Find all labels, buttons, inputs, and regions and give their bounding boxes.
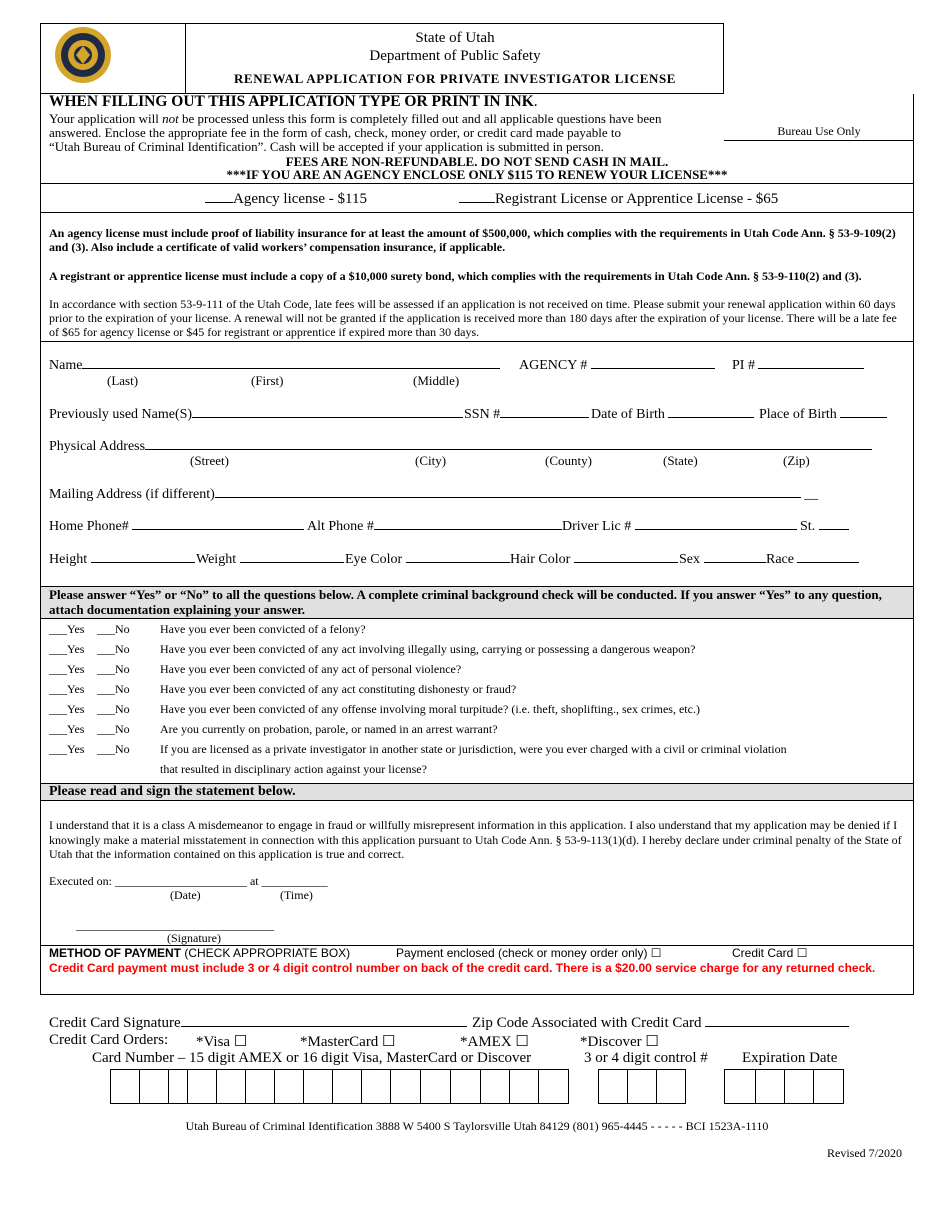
question-5: Have you ever been convicted of any offense involving moral turpitude? (i.e. theft, shoplifting., sex crimes, etc.) bbox=[160, 702, 700, 716]
label-signature: (Signature) bbox=[167, 931, 221, 945]
expiration-date-label: Expiration Date bbox=[742, 1050, 838, 1066]
fees-notice: FEES ARE NON-REFUNDABLE. DO NOT SEND CASH IN MAIL. bbox=[285, 154, 669, 169]
card-digit-box[interactable] bbox=[245, 1069, 275, 1104]
ssn-field[interactable]: SSN # bbox=[464, 404, 589, 423]
license-state-field[interactable]: St. bbox=[800, 516, 849, 535]
card-digit-box[interactable] bbox=[187, 1069, 217, 1104]
discover-checkbox[interactable]: *Discover ☐ bbox=[580, 1034, 659, 1050]
amex-checkbox[interactable]: *AMEX ☐ bbox=[460, 1034, 529, 1050]
executed-on-field[interactable]: Executed on: ______________________ at ___________ bbox=[49, 874, 328, 888]
label-middle: (Middle) bbox=[413, 373, 460, 388]
q6-yes[interactable]: ___Yes bbox=[49, 722, 85, 736]
credit-card-orders-label: Credit Card Orders: bbox=[49, 1032, 169, 1048]
date-of-birth-field[interactable]: Date of Birth bbox=[591, 404, 754, 423]
card-digit-box[interactable] bbox=[168, 1069, 188, 1104]
label-state: (State) bbox=[663, 453, 698, 468]
payment-method-line: METHOD OF PAYMENT (CHECK APPROPRIATE BOX) bbox=[49, 946, 351, 960]
registrant-requirement: A registrant or apprentice license must include a copy of a $10,000 surety bond, which complies with the requirements in Utah Code Ann. § 53-9-110(2) and (3). bbox=[49, 269, 862, 283]
dps-seal bbox=[54, 26, 112, 84]
question-7-continued: that resulted in disciplinary action against your license? bbox=[160, 762, 427, 776]
agency-number-field[interactable]: AGENCY # bbox=[519, 355, 715, 374]
hair-color-field[interactable]: Hair Color bbox=[510, 549, 678, 568]
q7-no[interactable]: ___No bbox=[97, 742, 130, 756]
q2-no[interactable]: ___No bbox=[97, 642, 130, 656]
bureau-top-line bbox=[724, 140, 914, 141]
question-1: Have you ever been convicted of a felony? bbox=[160, 622, 366, 636]
sex-field[interactable]: Sex bbox=[679, 549, 766, 568]
weight-field[interactable]: Weight bbox=[196, 549, 344, 568]
card-digit-box[interactable] bbox=[216, 1069, 246, 1104]
expiration-digit-box[interactable] bbox=[755, 1069, 785, 1104]
label-last: (Last) bbox=[107, 373, 139, 388]
revised-date: Revised 7/2020 bbox=[827, 1146, 902, 1160]
footer-address: Utah Bureau of Criminal Identification 3888 W 5400 S Taylorsville Utah 84129 (801) 965-4445 - - - - - BCI 1523A-1110 bbox=[185, 1119, 769, 1133]
bureau-use-only: Bureau Use Only bbox=[777, 124, 861, 138]
credit-card-signature-field[interactable]: Credit Card Signature bbox=[49, 1013, 467, 1032]
home-phone-field[interactable]: Home Phone# bbox=[49, 516, 304, 535]
agency-notice: ***IF YOU ARE AN AGENCY ENCLOSE ONLY $115 TO RENEW YOUR LICENSE*** bbox=[226, 167, 728, 182]
card-digit-box[interactable] bbox=[332, 1069, 362, 1104]
statement-text: I understand that it is a class A misdemeanor to engage in fraud or willfully misrepresent information in this application. I also understand that my application may be denied if I knowingly make a material misstatement in connection with this application pursuant to Utah Code Ann. § 53-9-113(1)(d). I hereby declare under criminal penalty of the State of Utah that the information contained on this application is true and correct. bbox=[49, 818, 902, 861]
alt-phone-field[interactable]: Alt Phone # bbox=[307, 516, 562, 535]
driver-license-field[interactable]: Driver Lic # bbox=[562, 516, 797, 535]
fees-bottom-line bbox=[40, 183, 914, 184]
q5-no[interactable]: ___No bbox=[97, 702, 130, 716]
label-county: (County) bbox=[545, 453, 592, 468]
card-digit-box[interactable] bbox=[420, 1069, 451, 1104]
visa-checkbox[interactable]: *Visa ☐ bbox=[196, 1034, 248, 1050]
control-digit-box[interactable] bbox=[598, 1069, 628, 1104]
card-digit-box[interactable] bbox=[139, 1069, 169, 1104]
header-state: State of Utah bbox=[415, 30, 495, 46]
name-field[interactable]: Name bbox=[49, 355, 500, 374]
question-6: Are you currently on probation, parole, or named in an arrest warrant? bbox=[160, 722, 498, 736]
q1-yes[interactable]: ___Yes bbox=[49, 622, 85, 636]
q4-yes[interactable]: ___Yes bbox=[49, 682, 85, 696]
card-digit-box[interactable] bbox=[538, 1069, 569, 1104]
instructions-line2: answered. Enclose the appropriate fee in the form of cash, check, money order, or credit card made payable to bbox=[49, 125, 621, 140]
q4-no[interactable]: ___No bbox=[97, 682, 130, 696]
previous-names-field[interactable]: Previously used Name(S) bbox=[49, 404, 463, 423]
registrant-license-option[interactable]: Registrant License or Apprentice License - $65 bbox=[459, 189, 778, 208]
question-7: If you are licensed as a private investigator in another state or jurisdiction, were you ever charged with a civil or criminal violation bbox=[160, 742, 787, 756]
mailing-address-field[interactable]: Mailing Address (if different) __ bbox=[49, 484, 818, 503]
instructions-line3: “Utah Bureau of Criminal Identification”. Cash will be accepted if your application is submitted in person. bbox=[49, 139, 604, 154]
control-digit-box[interactable] bbox=[656, 1069, 686, 1104]
card-number-label: Card Number – 15 digit AMEX or 16 digit Visa, MasterCard or Discover bbox=[92, 1050, 532, 1066]
q6-no[interactable]: ___No bbox=[97, 722, 130, 736]
question-3: Have you ever been convicted of any act of personal violence? bbox=[160, 662, 462, 676]
control-number-label: 3 or 4 digit control # bbox=[584, 1050, 708, 1066]
questions-intro: Please answer “Yes” or “No” to all the questions below. A complete criminal background check will be conducted. If you answer “Yes” to any question, attach documentation explaining your answer. bbox=[49, 587, 882, 617]
card-digit-box[interactable] bbox=[480, 1069, 510, 1104]
expiration-digit-box[interactable] bbox=[784, 1069, 814, 1104]
physical-address-field[interactable]: Physical Address bbox=[49, 436, 872, 455]
label-street: (Street) bbox=[190, 453, 229, 468]
credit-card-checkbox[interactable]: Credit Card ☐ bbox=[732, 946, 808, 960]
late-fee-notice: In accordance with section 53-9-111 of the Utah Code, late fees will be assessed if an application is not received on time. Please submit your renewal application within 60 days prior to the expiration of your license. A renewal will not be granted if the application is received more than 180 days after the expiration of your license. There will be a late fee of $65 for agency license or $45 for registrant or apprentice if expired more than 30 days. bbox=[49, 297, 897, 339]
q1-no[interactable]: ___No bbox=[97, 622, 130, 636]
control-digit-box[interactable] bbox=[627, 1069, 657, 1104]
place-of-birth-field[interactable]: Place of Birth bbox=[759, 404, 887, 423]
eye-color-field[interactable]: Eye Color bbox=[345, 549, 510, 568]
signature-line[interactable]: _________________________________ bbox=[76, 918, 274, 932]
card-digit-box[interactable] bbox=[509, 1069, 539, 1104]
payment-enclosed-checkbox[interactable]: Payment enclosed (check or money order only) ☐ bbox=[396, 946, 662, 960]
expiration-digit-box[interactable] bbox=[813, 1069, 844, 1104]
form-title: RENEWAL APPLICATION FOR PRIVATE INVESTIGATOR LICENSE bbox=[233, 71, 677, 86]
q5-yes[interactable]: ___Yes bbox=[49, 702, 85, 716]
card-digit-box[interactable] bbox=[303, 1069, 333, 1104]
question-2: Have you ever been convicted of any act involving illegally using, carrying or possessing a dangerous weapon? bbox=[160, 642, 696, 656]
q3-no[interactable]: ___No bbox=[97, 662, 130, 676]
payment-method-label: METHOD OF PAYMENT bbox=[49, 946, 182, 960]
race-field[interactable]: Race bbox=[766, 549, 859, 568]
card-digit-box[interactable] bbox=[450, 1069, 481, 1104]
agency-license-option[interactable]: Agency license - $115 bbox=[205, 189, 367, 208]
question-4: Have you ever been convicted of any act constituting dishonesty or fraud? bbox=[160, 682, 517, 696]
q3-yes[interactable]: ___Yes bbox=[49, 662, 85, 676]
q7-yes[interactable]: ___Yes bbox=[49, 742, 85, 756]
label-city: (City) bbox=[415, 453, 447, 468]
expiration-digit-box[interactable] bbox=[724, 1069, 756, 1104]
q2-yes[interactable]: ___Yes bbox=[49, 642, 85, 656]
mastercard-checkbox[interactable]: *MasterCard ☐ bbox=[300, 1034, 396, 1050]
statement-heading: Please read and sign the statement below. bbox=[49, 784, 296, 799]
label-time: (Time) bbox=[280, 888, 313, 902]
instructions-line1: Your application will not be processed unless this form is completely filled out and all applicable questions have been bbox=[49, 111, 662, 126]
pi-number-field[interactable]: PI # bbox=[732, 355, 864, 374]
instructions-heading-text: WHEN FILLING OUT THIS APPLICATION TYPE OR PRINT IN INK bbox=[49, 93, 534, 110]
zip-code-field[interactable]: Zip Code Associated with Credit Card bbox=[472, 1013, 849, 1032]
card-digit-box[interactable] bbox=[110, 1069, 140, 1104]
agency-requirement: An agency license must include proof of liability insurance for at least the amount of $500,000, which complies with the requirements in Utah Code Ann. § 53-9-109(2) and (3). Also include a certificate of valid workers’ compensation insurance, if applicable. bbox=[49, 226, 896, 254]
card-digit-box[interactable] bbox=[361, 1069, 391, 1104]
height-field[interactable]: Height bbox=[49, 549, 195, 568]
label-first: (First) bbox=[251, 373, 284, 388]
card-digit-box[interactable] bbox=[274, 1069, 304, 1104]
label-date: (Date) bbox=[170, 888, 201, 902]
credit-card-warning: Credit Card payment must include 3 or 4 digit control number on back of the credit card. There is a $20.00 service charge for any returned check. bbox=[49, 961, 876, 975]
instructions-heading: WHEN FILLING OUT THIS APPLICATION TYPE OR PRINT IN INK. bbox=[49, 93, 538, 110]
header-department: Department of Public Safety bbox=[369, 48, 541, 64]
label-zip: (Zip) bbox=[783, 453, 810, 468]
card-digit-box[interactable] bbox=[390, 1069, 421, 1104]
